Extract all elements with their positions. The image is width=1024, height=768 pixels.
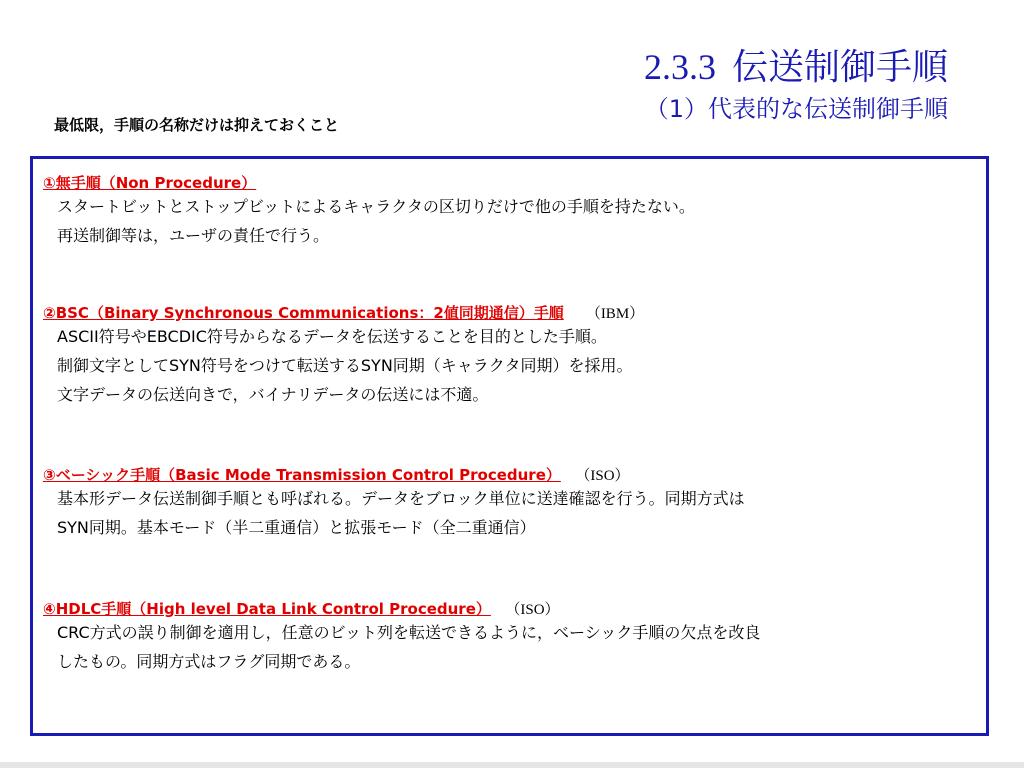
- body-line: 文字データの伝送向きで，バイナリデータの伝送には不適。: [57, 385, 489, 404]
- heading-org: （ISO）: [582, 468, 630, 484]
- note-text: 最低限，手順の名称だけは抑えておくこと: [54, 116, 340, 134]
- section-hdlc: [43, 599, 978, 681]
- heading-title: ③ベーシック手順（Basic Mode Transmission Control Procedure）: [43, 466, 561, 484]
- section-basic-procedure: [43, 465, 978, 547]
- heading-org: （ISO）: [512, 602, 560, 618]
- body-line: ASCII符号やEBCDIC符号からなるデータを伝送することを目的とした手順。: [57, 327, 607, 346]
- body-line: 再送制御等は，ユーザの責任で行う。: [57, 226, 330, 245]
- section-heading: [43, 173, 978, 197]
- heading-org: （IBM）: [585, 306, 645, 322]
- heading-title: ①無手順（Non Procedure）: [43, 174, 257, 192]
- slide-title: [644, 44, 948, 125]
- section-non-procedure: [43, 173, 978, 255]
- bottom-rule: [0, 762, 1024, 768]
- section-number: 2.3.3: [643, 47, 716, 87]
- title-main-line: [644, 44, 948, 91]
- heading-title: ②BSC（Binary Synchronous Communications：2値同期通信）手順: [43, 304, 564, 322]
- section-bsc: [43, 303, 978, 414]
- body-line: SYN同期。基本モード（半二重通信）と拡張モード（全二重通信）: [57, 518, 536, 537]
- body-line: 制御文字としてSYN符号をつけて転送するSYN同期（キャラクタ同期）を採用。: [57, 356, 633, 375]
- content-box: [30, 156, 989, 736]
- body-line: したもの。同期方式はフラグ同期である。: [57, 652, 361, 671]
- section-heading: [43, 303, 978, 327]
- subtitle: （1）代表的な伝送制御手順: [644, 95, 948, 123]
- body-line: スタートビットとストップビットによるキャラクタの区切りだけで他の手順を持たない。: [57, 197, 695, 216]
- body-line: CRC方式の誤り制御を適用し，任意のビット列を転送できるように，ベーシック手順の欠点を改良: [57, 623, 761, 642]
- heading-title: ④HDLC手順（High level Data Link Control Procedure）: [43, 600, 491, 618]
- body-line: 基本形データ伝送制御手順とも呼ばれる。データをブロック単位に送達確認を行う。同期方式は: [57, 489, 745, 508]
- title-text: 伝送制御手順: [731, 47, 948, 88]
- section-heading: [43, 465, 978, 489]
- section-heading: [43, 599, 978, 623]
